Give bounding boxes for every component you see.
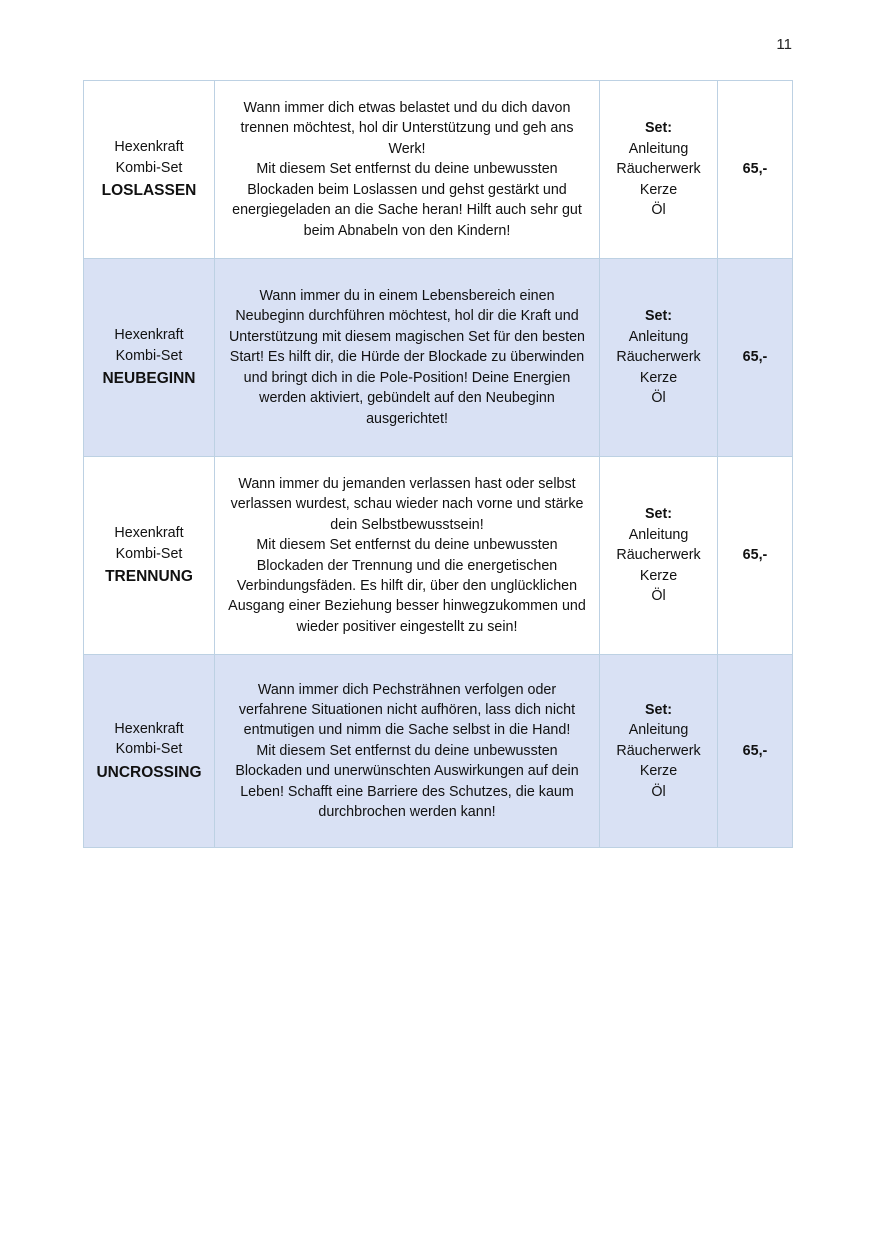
table-row	[84, 655, 793, 848]
set-item: Kerze	[639, 369, 678, 386]
product-name-cell	[84, 655, 215, 848]
product-description: Wann immer du in einem Lebensbereich einen Neubeginn durchführen möchtest, hol dir die Kraft und Unterstützung mit diesem magischen Set für den besten Start! Es hilft dir, die Hürde der Blockade zu überwinden und bringt dich in die Pole-Position! Deine Energien werden aktiviert, gebündelt auf den Neubeginn ausgerichtet!	[228, 288, 586, 427]
set-contents-cell	[600, 81, 718, 259]
set-item: Räucherwerk	[616, 547, 701, 564]
table-row	[84, 457, 793, 655]
set-item: Kerze	[639, 567, 678, 584]
price: 65,-	[742, 547, 768, 564]
price-cell	[718, 457, 793, 655]
product-kind: Kombi-Set	[115, 545, 183, 562]
set-item: Räucherwerk	[616, 349, 701, 366]
product-description: Wann immer dich etwas belastet und du dich davon trennen möchtest, hol dir Unterstützung und geh ans Werk! Mit diesem Set entfernst du deine unbewussten Blockaden beim Loslassen und gehst gestärkt und energiegeladen an die Sache heran! Hilft auch sehr gut beim Abnabeln von den Kindern!	[232, 100, 582, 239]
product-title: TRENNUNG	[105, 568, 193, 586]
set-contents-cell	[600, 457, 718, 655]
table-row	[84, 259, 793, 457]
product-description-cell	[215, 655, 600, 848]
product-table	[83, 80, 793, 848]
set-item: Öl	[651, 588, 666, 605]
set-item: Anleitung	[628, 140, 689, 157]
product-description: Wann immer dich Pechsträhnen verfolgen oder verfahrene Situationen nicht aufhören, lass dich nicht entmutigen und nimm die Sache selbst in die Hand! Mit diesem Set entfernst du deine unbewussten Blockaden und unerwünschten Auswirkungen auf dein Leben! Schafft eine Barriere des Schutzes, die kaum durchbrochen werden kann!	[235, 681, 579, 821]
set-item: Öl	[651, 202, 666, 219]
set-label: Set:	[644, 701, 672, 718]
product-title: UNCROSSING	[96, 763, 202, 781]
set-item: Kerze	[639, 763, 678, 780]
product-title: NEUBEGINN	[102, 370, 196, 388]
set-item: Anleitung	[628, 328, 689, 345]
price: 65,-	[742, 161, 768, 178]
product-title: LOSLASSEN	[101, 182, 197, 200]
set-label: Set:	[644, 308, 672, 325]
set-contents-cell	[600, 655, 718, 848]
product-name-cell	[84, 259, 215, 457]
set-item: Öl	[651, 390, 666, 407]
product-name-cell	[84, 457, 215, 655]
set-contents-cell	[600, 259, 718, 457]
product-kind: Kombi-Set	[115, 159, 183, 176]
product-description: Wann immer du jemanden verlassen hast oder selbst verlassen wurdest, schau wieder nach vorne und stärke dein Selbstbewusstsein! Mit diesem Set entfernst du deine unbewussten Blockaden der Trennung und die energetischen Verbindungsfäden. Es hilft dir, über den unglücklichen Ausgang einer Beziehung besser hinwegzukommen und wieder positiver eingestellt zu sein!	[228, 475, 586, 635]
set-item: Räucherwerk	[616, 742, 701, 759]
price: 65,-	[742, 742, 768, 759]
product-brand: Hexenkraft	[114, 327, 184, 344]
price-cell	[718, 655, 793, 848]
set-item: Öl	[651, 783, 666, 800]
product-kind: Kombi-Set	[115, 741, 183, 758]
set-label: Set:	[644, 506, 672, 523]
product-description-cell	[215, 81, 600, 259]
product-kind: Kombi-Set	[115, 347, 183, 364]
price-cell	[718, 81, 793, 259]
price: 65,-	[742, 349, 768, 366]
set-label: Set:	[644, 120, 672, 137]
set-item: Räucherwerk	[616, 161, 701, 178]
product-name-cell	[84, 81, 215, 259]
product-brand: Hexenkraft	[114, 139, 184, 156]
product-description-cell	[215, 457, 600, 655]
product-description-cell	[215, 259, 600, 457]
price-cell	[718, 259, 793, 457]
product-brand: Hexenkraft	[114, 525, 184, 542]
product-brand: Hexenkraft	[114, 720, 184, 737]
set-item: Anleitung	[628, 722, 689, 739]
set-item: Anleitung	[628, 526, 689, 543]
table-row	[84, 81, 793, 259]
page-number: 11	[776, 36, 792, 53]
set-item: Kerze	[639, 181, 678, 198]
